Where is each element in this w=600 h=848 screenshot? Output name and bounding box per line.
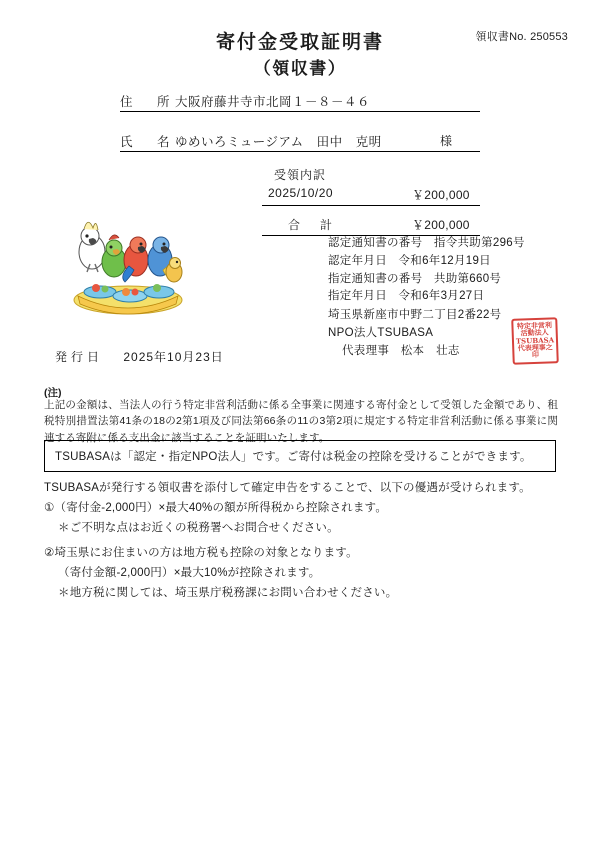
page-title: 寄付金受取証明書 [215, 32, 384, 53]
notice-number-value: 指令共助第296号 [433, 237, 525, 249]
designation-number-label: 指定通知書の番号 [328, 272, 423, 285]
notice-date-value: 令和6年12月19日 [398, 254, 491, 267]
benefit-item-2-sub: （寄付金額-2,000円）×最大10%が控除されます。 [58, 567, 321, 579]
seal-line-3: TSUBASA [515, 335, 555, 346]
receipt-number-label: 領収書No. [475, 31, 527, 43]
receipt-number-value: 250553 [530, 31, 568, 43]
address-label: 住 所 [120, 95, 176, 109]
representative-name: 松本 壮志 [400, 344, 460, 357]
representative-label: 代表理事 [342, 344, 390, 357]
issue-date-row [55, 348, 224, 365]
note-heading: (注) [44, 387, 62, 399]
seal-line-4: 代表理事之印 [517, 342, 553, 360]
name-value: ゆめいろミュージアム 田中 克明 [175, 135, 382, 149]
notice-number-label: 認定通知書の番号 [328, 237, 423, 249]
organization-name: NPO法人TSUBASA [328, 327, 434, 340]
representative-line [342, 343, 525, 361]
illustration [62, 208, 188, 320]
benefit-item-2-note: ＊地方税に関しては、埼玉県庁税務課にお問い合わせください。 [58, 587, 398, 599]
benefit-item-2: ②埼玉県にお住まいの方は地方税も控除の対象となります。 [44, 547, 358, 559]
benefit-item-1: ①（寄付金-2,000円）×最大40%の額が所得税から控除されます。 [44, 502, 388, 514]
seal-line-1: 特定非営利 [516, 320, 553, 331]
notice-date-label: 認定年月日 [328, 254, 387, 267]
notice-number-line [328, 235, 525, 253]
certification-block [328, 235, 525, 361]
issue-date-value: 2025年10月23日 [123, 350, 224, 364]
designation-number-value: 共助第660号 [433, 272, 502, 285]
name-honorific: 様 [440, 134, 453, 148]
name-label: 氏 名 [120, 135, 176, 149]
notice-date-line [328, 253, 525, 271]
address-value: 大阪府藤井寺市北岡１－８－４６ [175, 95, 371, 109]
benefits-intro: TSUBASAが発行する領収書を添付して確定申告をすることで、以下の優遇が受けられます。 [44, 482, 531, 494]
breakdown-heading: 受領内訳 [273, 168, 326, 182]
designation-date-value: 令和6年3月27日 [398, 290, 485, 303]
issue-date-label: 発行日 [55, 350, 104, 364]
breakdown-divider-1 [262, 205, 480, 206]
designation-date-label: 指定年月日 [328, 290, 387, 303]
document-title [0, 30, 600, 81]
breakdown-amount: ￥200,000 [412, 188, 470, 202]
designation-date-line [328, 288, 525, 306]
page-subtitle: （領収書） [253, 58, 347, 78]
breakdown-date: 2025/10/20 [268, 186, 334, 200]
designation-number-line [328, 271, 525, 289]
name-underline [120, 151, 480, 152]
official-seal-stamp [511, 317, 559, 365]
seal-line-2: 活動法人 [520, 327, 549, 338]
organization-address: 埼玉県新座市中野二丁目2番22号 [328, 309, 502, 322]
npo-status-box: TSUBASAは「認定・指定NPO法人」です。ご寄付は税金の控除を受けることができます。 [44, 440, 556, 472]
note-body: 上記の金額は、当法人の行う特定非営利活動に係る全事業に関連する寄付金として受領した金額であり、租税特別措置法第41条の18の2第1項及び同法第66条の11の3第2項に規定する特定非営利活動に係る事業に関連する寄附に係る支出金に該当することを証明いたします。 [44, 399, 558, 444]
total-label: 合 計 [288, 218, 337, 232]
address-underline [120, 111, 480, 112]
benefit-item-1-note: ＊ご不明な点はお近くの税務署へお問合せください。 [58, 522, 339, 534]
total-amount: ￥200,000 [412, 218, 470, 232]
